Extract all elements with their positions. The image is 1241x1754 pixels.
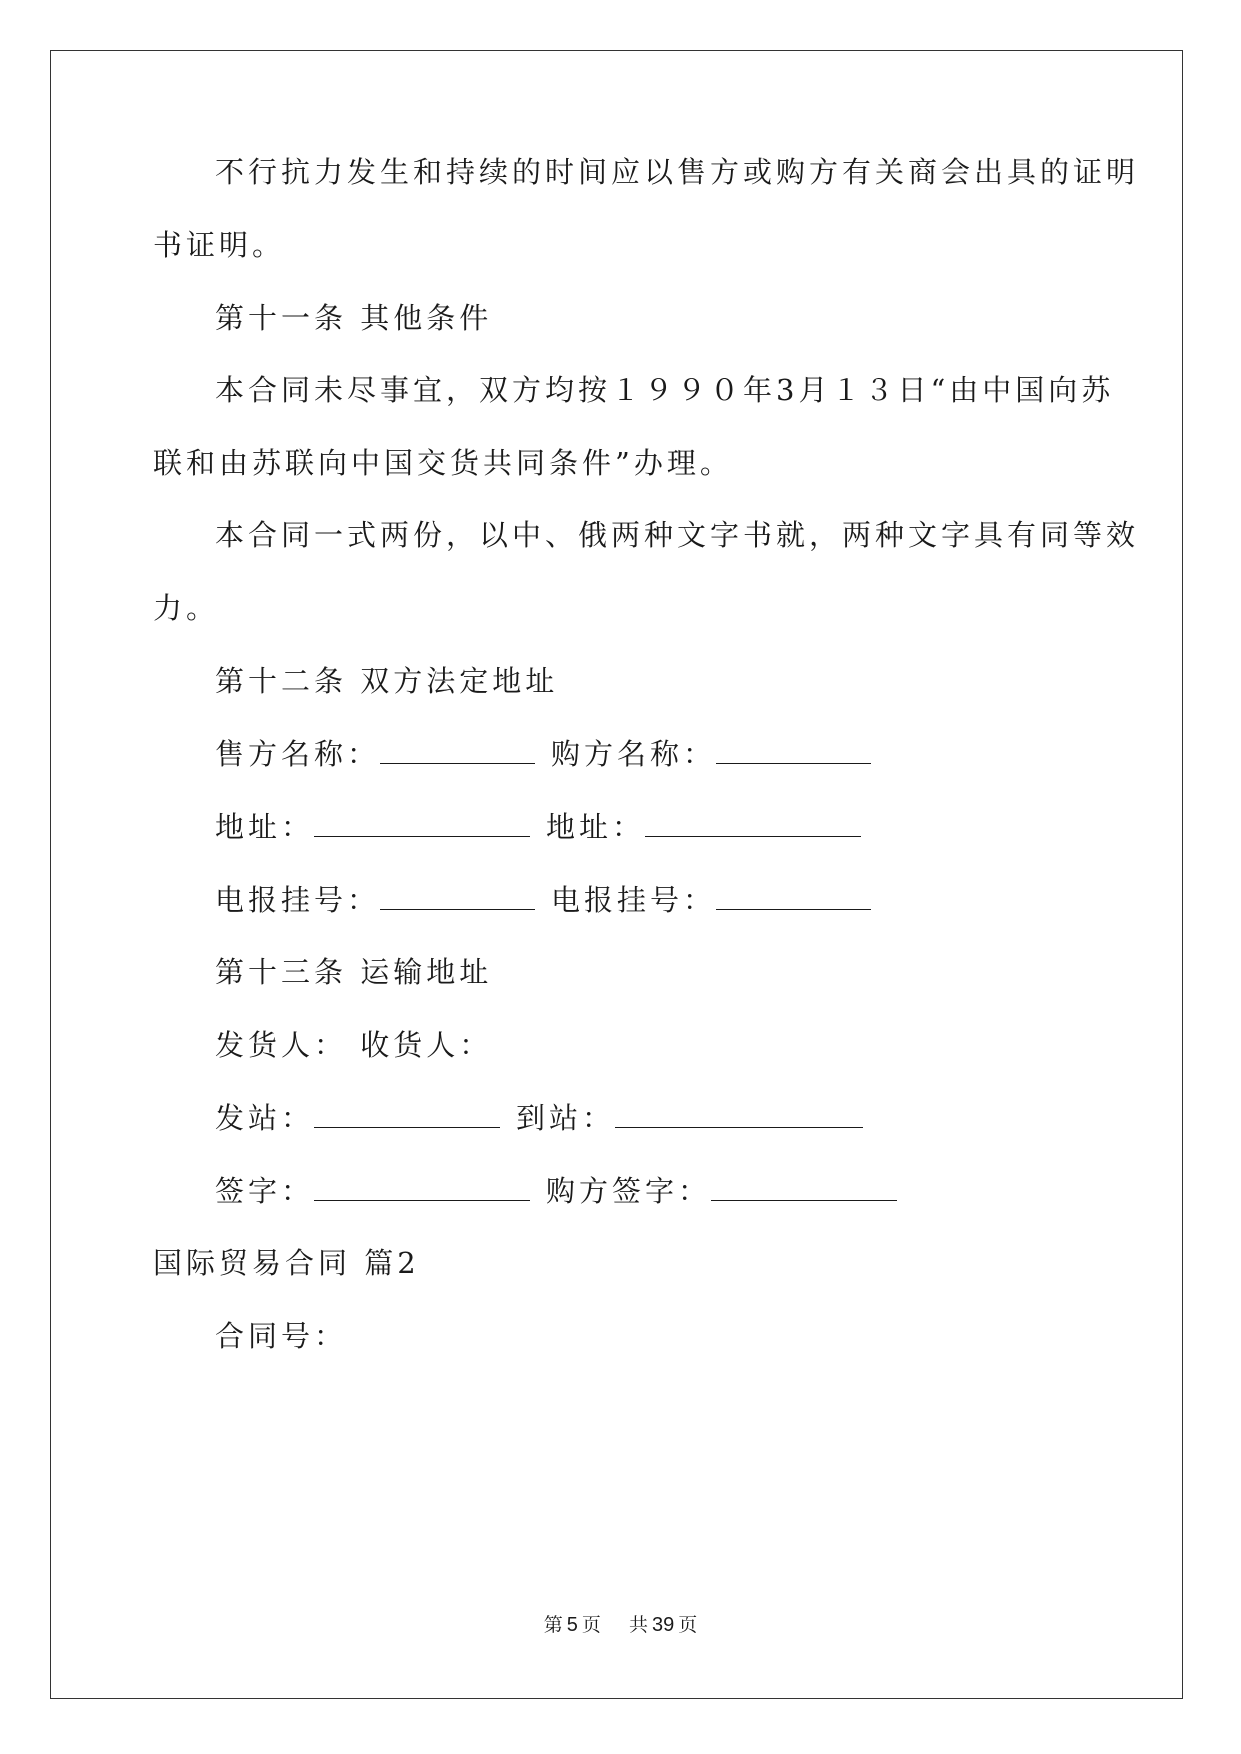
- buyer-telegraph-label: 电报挂号：: [551, 883, 717, 917]
- paragraph-copies-line-2: 力。: [153, 591, 220, 625]
- telegraph-row: [215, 880, 887, 920]
- footer-page-suffix: 页: [581, 1614, 601, 1636]
- footer-page-number: 5: [566, 1614, 578, 1636]
- paragraph-force-majeure-line-1: 不行抗力发生和持续的时间应以售方或购方有关商会出具的证明: [215, 155, 1140, 189]
- station-row: [215, 1098, 879, 1138]
- footer-total-prefix: 共: [629, 1614, 649, 1636]
- contract-number-label: 合同号：: [215, 1319, 348, 1353]
- footer-page-prefix: 第: [543, 1614, 563, 1636]
- seller-telegraph-label: 电报挂号：: [215, 883, 381, 917]
- article-11-heading: 第十一条 其他条件: [215, 301, 493, 335]
- page-footer: [0, 1612, 1241, 1638]
- buyer-address-label: 地址：: [546, 810, 646, 844]
- buyer-name-blank[interactable]: [716, 737, 871, 764]
- article-12-heading: 第十二条 双方法定地址: [215, 664, 559, 698]
- buyer-signature-label: 购方签字：: [546, 1174, 712, 1208]
- buyer-name-label: 购方名称：: [551, 737, 717, 771]
- arrival-station-label: 到站：: [516, 1101, 616, 1135]
- section-title: 国际贸易合同 篇2: [153, 1246, 420, 1280]
- departure-station-label: 发站：: [215, 1101, 315, 1135]
- paragraph-copies-line-1: 本合同一式两份，以中、俄两种文字书就，两种文字具有同等效: [215, 518, 1140, 552]
- paragraph-force-majeure-line-2: 书证明。: [153, 228, 286, 262]
- seller-telegraph-blank[interactable]: [380, 883, 535, 910]
- buyer-telegraph-blank[interactable]: [716, 883, 871, 910]
- seller-address-blank[interactable]: [314, 810, 530, 837]
- footer-total-pages: 39: [652, 1614, 675, 1636]
- seller-address-label: 地址：: [215, 810, 315, 844]
- signature-row: [215, 1171, 913, 1211]
- buyer-signature-blank[interactable]: [711, 1174, 897, 1201]
- article-13-heading: 第十三条 运输地址: [215, 955, 493, 989]
- seller-name-label: 售方名称：: [215, 737, 381, 771]
- paragraph-unresolved-matters-line-2: 联和由苏联向中国交货共同条件”办理。: [153, 446, 733, 480]
- signature-label: 签字：: [215, 1174, 315, 1208]
- party-name-row: [215, 734, 887, 774]
- buyer-address-blank[interactable]: [645, 810, 861, 837]
- paragraph-unresolved-matters-line-1: 本合同未尽事宜，双方均按１９９０年3月１３日“由中国向苏: [215, 373, 1115, 407]
- address-row: [215, 807, 877, 847]
- departure-station-blank[interactable]: [314, 1101, 500, 1128]
- footer-total-suffix: 页: [678, 1614, 698, 1636]
- signature-blank[interactable]: [314, 1174, 530, 1201]
- consignor-consignee-row: 发货人： 收货人：: [215, 1028, 493, 1062]
- seller-name-blank[interactable]: [380, 737, 535, 764]
- arrival-station-blank[interactable]: [615, 1101, 863, 1128]
